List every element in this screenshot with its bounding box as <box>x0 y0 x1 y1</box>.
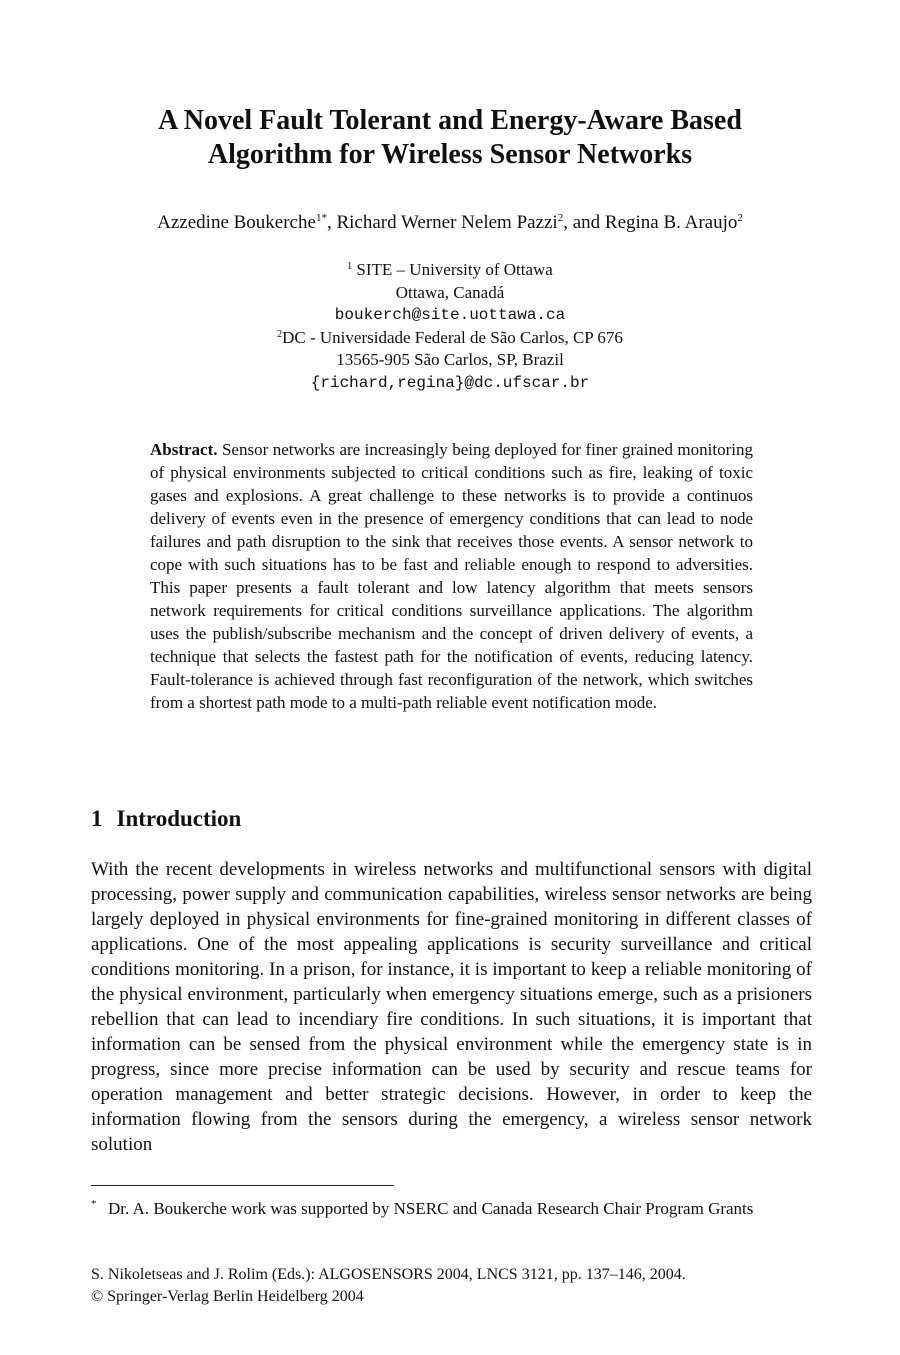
affiliation-2-mark: 2 <box>277 328 283 340</box>
footnote <box>91 1197 812 1220</box>
introduction-paragraph: With the recent developments in wireless networks and multifunctional sensors with digital processing, power supply and communication capabilities, wireless sensor networks are being largely deployed in physical environments for fine-grained monitoring in different classes of applications. One of the most appealing applications is security surveillance and critical conditions monitoring. In a prison, for instance, it is important to keep a reliable monitoring of the physical environment, particularly when emergency situations emerge, such as a prisioners rebellion that can lead to incendiary fire conditions. In such situations, it is important that information can be sensed from the physical environment while the emergency state is in progress, since more precise information can be used by security and rescue teams for operation management and better strategic decisions. However, in order to keep the information flowing from the sensors during the emergency, a wireless sensor network solution <box>91 859 812 1155</box>
affiliation-2-org: $^2$DC - Universidade Federal de São Carlos, CP 676 <box>277 327 623 347</box>
title-line-1: A Novel Fault Tolerant and Energy-Aware Based <box>158 105 742 136</box>
section-title: Introduction <box>116 806 242 831</box>
affiliation-2-city: 13565-905 São Carlos, SP, Brazil <box>336 350 564 370</box>
author-separator: , <box>326 212 337 233</box>
author-name: Regina B. Araujo <box>604 212 738 233</box>
abstract <box>150 438 753 714</box>
footnote-text: Dr. A. Boukerche work was supported by NSERC and Canada Research Chair Program Grants <box>108 1199 754 1218</box>
abstract-text: Sensor networks are increasingly being deployed for finer grained monitoring of physical environments subjected to critical conditions such as fire, leaking of toxic gases and explosions. A great challenge to these networks is to provide a continuos delivery of events even in the presence of emergency conditions that can lead to node failures and path disruption to the sink that receives those events. A sensor network to cope with such situations has to be fast and reliable enough to respond to adversities. This paper presents a fault tolerant and low latency algorithm that meets sensors network requirements for critical conditions surveillance applications. The algorithm uses the publish/subscribe mechanism and the concept of driven delivery of events, a technique that selects the fastest path for the notification of events, reducing latency. Fault-tolerance is achieved through fast reconfiguration of the network, which switches from a shortest path mode to a multi-path reliable event notification mode. <box>150 440 753 712</box>
section-heading <box>91 804 241 834</box>
copyright-line: © Springer-Verlag Berlin Heidelberg 2004 <box>91 1288 364 1305</box>
author-separator: , and <box>563 212 605 233</box>
publication-credits <box>91 1264 686 1308</box>
author-name: Richard Werner Nelem Pazzi <box>336 212 558 233</box>
citation-line: S. Nikoletseas and J. Rolim (Eds.): ALGOSENSORS 2004, LNCS 3121, pp. 137–146, 2004. <box>91 1266 686 1283</box>
section-number: 1 <box>91 806 103 831</box>
affiliation-1-org: $^1$ SITE – University of Ottawa <box>347 260 553 279</box>
affiliations <box>0 259 900 395</box>
affiliation-2-email[interactable]: {richard,regina}@dc.ufscar.br <box>310 373 590 392</box>
author-affiliation-mark: 2 <box>737 212 743 224</box>
author-name: Azzedine Boukerche <box>157 212 316 233</box>
footnote-mark: * <box>91 1198 97 1210</box>
abstract-label: Abstract. <box>150 440 218 459</box>
author-affiliation-mark: 2 <box>557 212 564 224</box>
affiliation-1-city: Ottawa, Canadá <box>395 282 505 302</box>
affiliation-1-email[interactable]: boukerch@site.uottawa.ca <box>334 306 566 325</box>
footnote-divider <box>91 1185 394 1186</box>
paper-title <box>0 104 900 172</box>
author-affiliation-mark: 1* <box>315 212 327 224</box>
author-list <box>0 210 900 236</box>
affiliation-1-mark: 1 <box>347 261 353 272</box>
title-line-2: Algorithm for Wireless Sensor Networks <box>207 139 693 170</box>
